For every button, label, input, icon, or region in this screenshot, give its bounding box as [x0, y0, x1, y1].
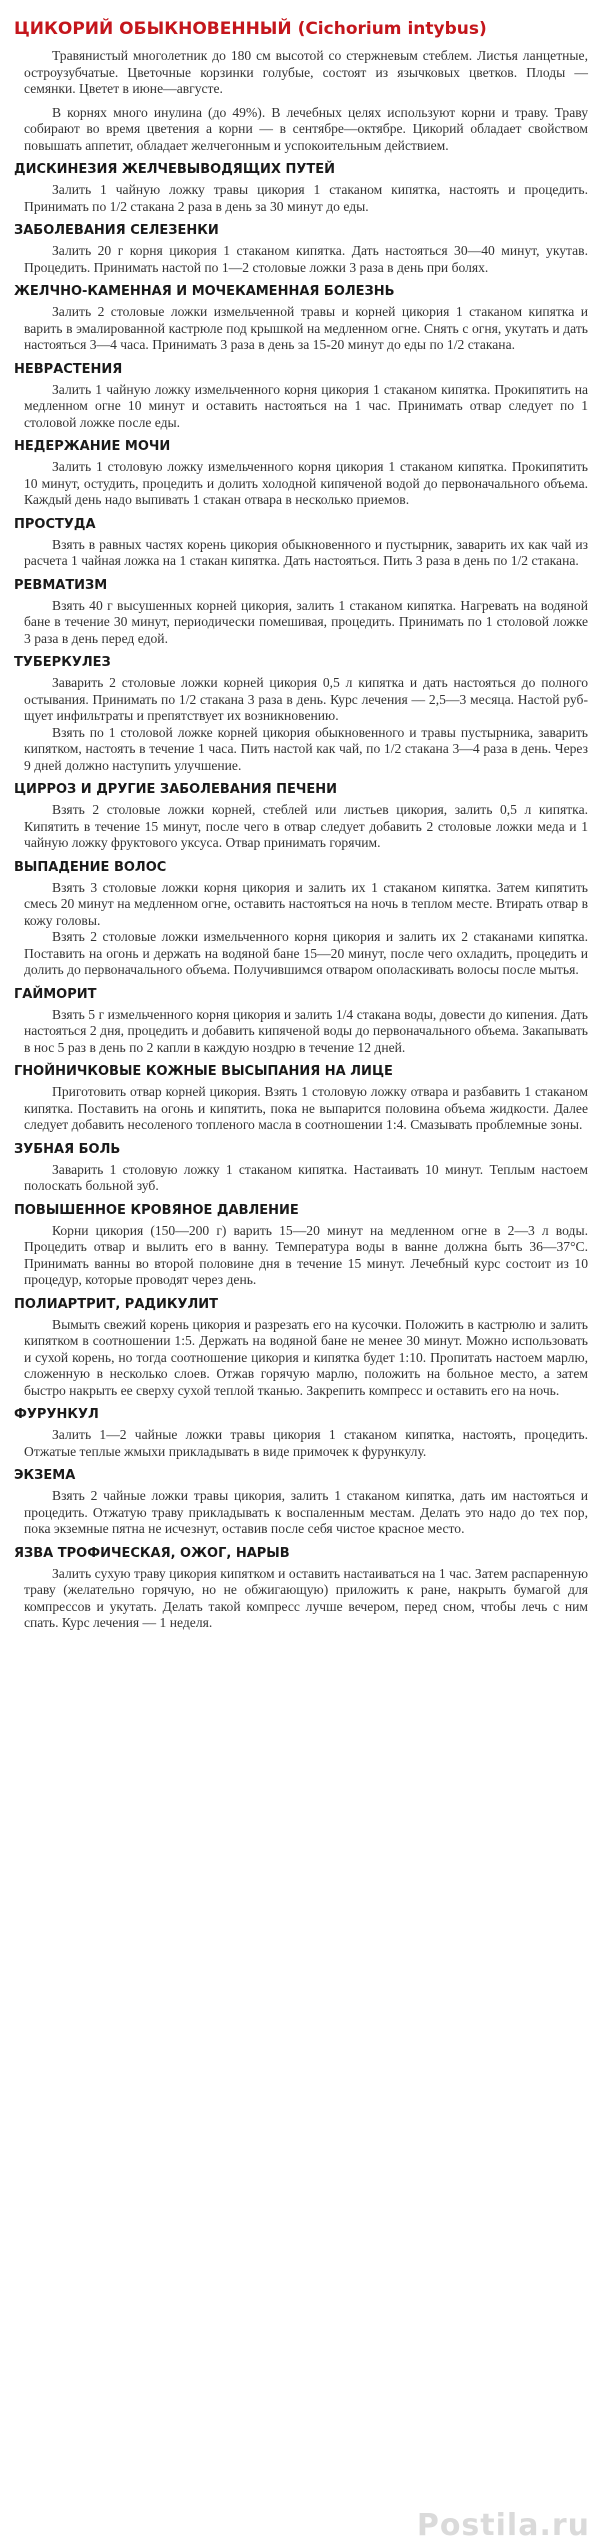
section-heading: РЕВМАТИЗМ	[14, 577, 108, 593]
recipe-section	[14, 1202, 588, 1289]
section-paragraph: Приготовить отвар корней цикория. Взять 1 столовую ложку отвара и разбавить 1 стаканом кипятка. Поставить на огонь и кипятить, пока не выпарится половина объема жидкости. Далее следует добавить несоленого топленого масла в соотношении 1:4. Смазывать проблемные зоны.	[24, 1084, 588, 1132]
section-paragraph: Взять 2 чайные ложки травы цикория, залить 1 стаканом кипятка, дать им настояться и процедить. Отжатую траву прикладывать к воспаленным местам. Делать это надо до тех пор, пока экземные пятна не исчезнут, оставив после себя чистое красное место.	[24, 1488, 588, 1536]
recipe-section	[14, 516, 588, 570]
recipe-section	[14, 1406, 588, 1460]
section-heading: ЦИРРОЗ И ДРУГИЕ ЗАБОЛЕВАНИЯ ПЕЧЕНИ	[14, 782, 338, 797]
recipe-section	[14, 1296, 588, 1400]
sections-container	[14, 161, 588, 1632]
page-title: ЦИКОРИЙ ОБЫКНОВЕННЫЙ (Cichorium intybus)	[14, 19, 487, 39]
section-paragraph: Залить 2 столовые ложки измельченной травы и корней цикория 1 стаканом кипятка и варить в эмалированной кастрюле под крышкой на медленном огне. Снять с огня, укутать и дать настояться 3—4 часа. Принимать 3 раза в день за 15-20 минут до еды по 1/2 стакана.	[24, 304, 588, 352]
recipe-section	[14, 1467, 588, 1538]
section-paragraph: Корни цикория (150—200 г) варить 15—20 минут на медленном огне в 2—3 л воды. Процедить отвар и вылить его в ванну. Температура воды в ванне должна быть 36—37°С. Принимать ванны во второй половине дня в течение 15 минут. Лечебный курс состоит из 10 процедур, которые проводят через день.	[24, 1222, 588, 1287]
section-paragraph: Вымыть свежий корень цикория и разрезать его на кусочки. Положить в кастрюлю и залить кипятком в соотношении 1:5. Держать на водяной бане не менее 30 минут. Можно использовать и сухой корень, но тогда соотношение цикория и кипятка будет 1:10. Пропитать настоем марлю, сложенную в несколько слоев. Отжав горячую марлю, положить на больное место, а затем быстро накрыть ее сверху сухой теплой тканью. Закрепить компресс и оставить его на ночь.	[24, 1316, 588, 1398]
watermark-domain: .ru	[539, 2508, 590, 2543]
recipe-section	[14, 986, 588, 1057]
recipe-section	[14, 222, 588, 276]
section-heading: ЗУБНАЯ БОЛЬ	[14, 1141, 121, 1157]
intro-paragraph: В корнях много инулина (до 49%). В лечебных целях используют корни и траву. Траву собирают во время цветения а корни — в сентябре—октябре. Цикорий обладает свойством повышать аппетит, обладает желчегонным и успокоительным действием.	[24, 104, 588, 153]
section-paragraph: Взять в равных частях корень цикория обыкновенного и пустырник, заварить их как чай из расчета 1 чайная ложка на 1 стакан кипятка. Дать настояться. Пить 3 раза в день по 1/2 стакана.	[24, 536, 588, 568]
section-paragraph: Взять 3 столовые ложки корня цикория и залить их 1 стаканом кипятка. Затем кипятить смесь 20 минут на медленном огне, оставить настояться на ночь в теплом месте. Втирать отвар в кожу головы.	[24, 879, 588, 928]
recipe-section	[14, 283, 588, 354]
section-heading: ФУРУНКУЛ	[14, 1407, 99, 1422]
section-paragraph: Залить 20 г корня цикория 1 стаканом кипятка. Дать настояться 30—40 минут, укутав. Процедить. Принимать настой по 1—2 столовые ложки 3 раза в день при болях.	[24, 243, 588, 275]
section-paragraph: Взять 2 столовые ложки измельченного корня цикория и залить их 2 стаканами кипятка. Поставить на огонь и держать на водяной бане 15—20 минут, после чего охладить, процедить и долить до первоначального объема. Получившимся отваром ополаскивать волосы после мытья.	[24, 929, 588, 977]
recipe-section	[14, 438, 588, 509]
section-paragraph: Залить 1 столовую ложку измельченного корня цикория 1 стаканом кипятка. Прокипятить 10 минут, остудить, процедить и долить холодной кипяченой водой до первоначального объема. Каждый день надо выпивать 1 стакан отвара в несколько приемов.	[24, 459, 588, 507]
recipe-section	[14, 161, 588, 215]
section-heading: НЕВРАСТЕНИЯ	[14, 361, 123, 377]
section-paragraph: Залить сухую траву цикория кипятком и оставить настаиваться на 1 час. Затем распаренную траву (желательно горячую, но не обжигающую) приложить к ране, накрыть бумагой для компрессов и укутать. Делать такой компресс лучше вечером, перед сном, чтобы лечь с ним спать. Курс лечения — 1 неделя.	[24, 1565, 588, 1630]
section-heading: ЯЗВА ТРОФИЧЕСКАЯ, ОЖОГ, НАРЫВ	[14, 1545, 290, 1561]
recipe-section	[14, 859, 588, 979]
section-heading: ГАЙМОРИТ	[14, 986, 97, 1002]
section-paragraph: Взять 2 столовые ложки корней, стеблей или листьев цикория, залить 0,5 л кипятка. Кипятить в течение 15 минут, после чего в отвар следует добавить 2 столовые ложки меда и 1 чайную ложку фруктового уксуса. Отвар принимать горячим.	[24, 802, 588, 850]
section-paragraph: Залить 1 чайную ложку травы цикория 1 стаканом кипятка, настоять и процедить. Принимать по 1/2 стакана 2 раза в день за 30 минут до еды.	[24, 182, 588, 214]
section-paragraph: Взять 40 г высушенных корней цикория, залить 1 стаканом кипятка. Нагревать на водяной бане в течение 30 минут, периодически помешивая, процедить. Принимать по 1 столовой ложке 3 раза в день перед едой.	[24, 597, 588, 646]
section-heading: ЗАБОЛЕВАНИЯ СЕЛЕЗЕНКИ	[14, 223, 219, 238]
section-paragraph: Взять 5 г измельченного корня цикория и залить 1/4 стакана воды, довести до кипения. Дать настояться 2 дня, процедить и добавить кипяченой воды до первоначального объема. Закапывать в нос 5 раз в день по 2 капли в каждую ноздрю в течение 12 дней.	[24, 1006, 588, 1055]
section-paragraph: Залить 1—2 чайные ложки травы цикория 1 стаканом кипятка, настоять, процедить. Отжатые теплые жмыхи прикладывать в виде примочек к фурункулу.	[24, 1427, 588, 1459]
section-heading: ТУБЕРКУЛЕЗ	[14, 655, 111, 670]
postila-watermark	[417, 2508, 590, 2543]
section-heading: ГНОЙНИЧКОВЫЕ КОЖНЫЕ ВЫСЫПАНИЯ НА ЛИЦЕ	[14, 1064, 393, 1079]
section-paragraph: Залить 1 чайную ложку измельченного корня цикория 1 стаканом кипятка. Прокипятить на медленном огне 10 минут и оставить настояться на 1 час. Принимать отвар следует по 1 столовой ложке после еды.	[24, 381, 588, 430]
recipe-section	[14, 361, 588, 432]
section-heading: ПОВЫШЕННОЕ КРОВЯНОЕ ДАВЛЕНИЕ	[14, 1202, 299, 1218]
section-heading: НЕДЕРЖАНИЕ МОЧИ	[14, 439, 171, 454]
recipe-section	[14, 654, 588, 774]
section-paragraph: Заварить 2 столовые ложки корней цикория 0,5 л кипятка и дать настояться до полного остывания. Принимать по 1/2 стакана 3 раза в день. Курс лечения — 2,5—3 месяца. Настой руб-щует инфильтраты и препятствует их возникновению.	[24, 675, 588, 723]
recipe-section	[14, 1063, 588, 1134]
intro	[14, 48, 588, 154]
section-heading: ВЫПАДЕНИЕ ВОЛОС	[14, 859, 167, 875]
section-heading: ПОЛИАРТРИТ, РАДИКУЛИТ	[14, 1296, 219, 1312]
section-heading: ПРОСТУДА	[14, 516, 96, 532]
recipe-section	[14, 781, 588, 852]
section-paragraph: Заварить 1 столовую ложку 1 стаканом кипятка. Настаивать 10 минут. Теплым настоем полоскать больной зуб.	[24, 1161, 588, 1193]
recipe-section	[14, 577, 588, 648]
intro-paragraph: Травянистый многолетник до 180 см высотой со стержневым стеблем. Листья ланцетные, остроузубчатые. Цветочные корзинки голубые, состоят из язычковых цветков. Плоды — семянки. Цветет в июне—августе.	[24, 48, 588, 96]
section-heading: ДИСКИНЕЗИЯ ЖЕЛЧЕВЫВОДЯЩИХ ПУТЕЙ	[14, 162, 336, 177]
section-heading: ЖЕЛЧНО-КАМЕННАЯ И МОЧЕКАМЕННАЯ БОЛЕЗНЬ	[14, 284, 395, 299]
section-paragraph: Взять по 1 столовой ложке корней цикория обыкновенного и травы пустырника, заварить кипятком, настоять в течение 1 часа. Пить настой как чай, по 1/2 стакана 3—4 раза в день. Через 9 дней должно наступить улучшение.	[24, 724, 588, 773]
recipe-section	[14, 1545, 588, 1632]
watermark-brand: Postila	[416, 2508, 540, 2543]
recipe-section	[14, 1141, 588, 1195]
section-heading: ЭКЗЕМА	[14, 1468, 76, 1483]
